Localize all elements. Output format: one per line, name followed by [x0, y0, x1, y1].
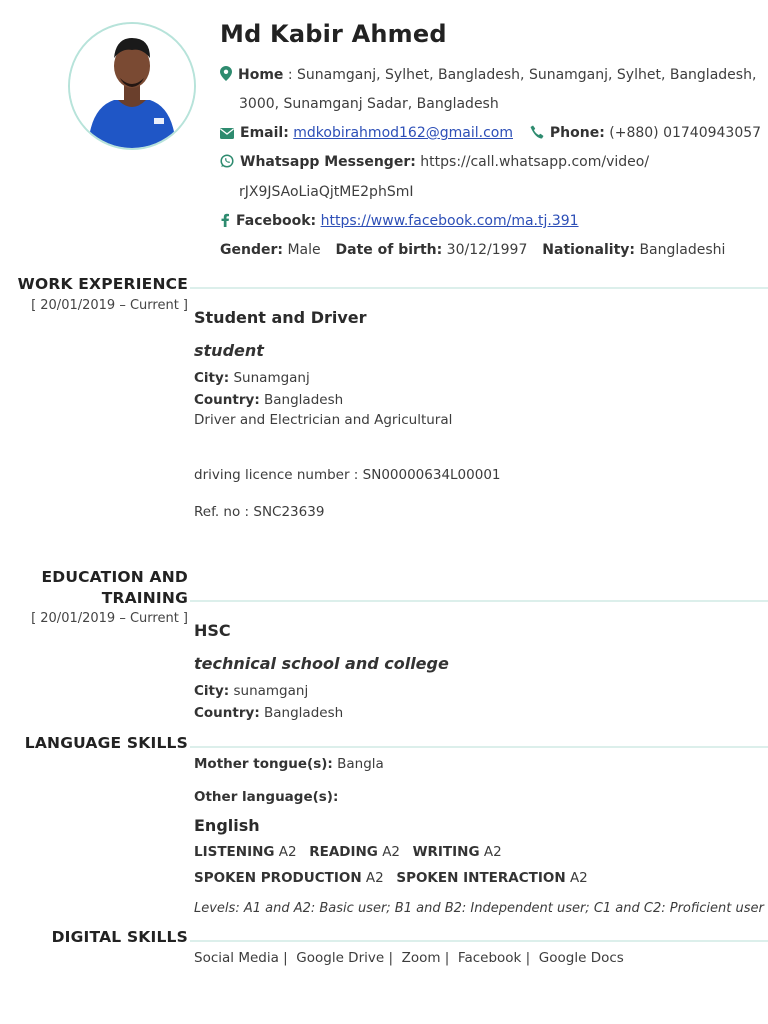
- work-date-range: [ 20/01/2019 – Current ]: [31, 298, 188, 313]
- whatsapp-value: https://call.whatsapp.com/video/: [420, 154, 650, 170]
- language-levels-note: Levels: A1 and A2: Basic user; B1 and B2: Independent user; C1 and C2: Proficient user: [194, 901, 764, 916]
- nationality-label: Nationality:: [542, 242, 635, 258]
- country-label: Country:: [194, 705, 260, 721]
- section-divider: [190, 600, 768, 602]
- email-icon: [220, 127, 234, 143]
- home-value-continued: 3000, Sunamganj Sadar, Bangladesh: [239, 96, 499, 112]
- dob-value: 30/12/1997: [446, 242, 528, 258]
- phone-label: Phone:: [549, 125, 605, 141]
- whatsapp-value-continued: rJX9JSAoLiaQjtME2phSmI: [239, 184, 414, 200]
- reading-value: A2: [382, 844, 401, 860]
- profile-photo: [68, 22, 196, 150]
- home-address-line: Home : Sunamganj, Sylhet, Bangladesh, Sunamganj, Sylhet, Bangladesh,: [220, 66, 756, 85]
- spoken-interaction-label: SPOKEN INTERACTION: [396, 870, 566, 886]
- other-languages-text: Other language(s):: [194, 789, 339, 805]
- work-country: [194, 392, 343, 408]
- education-heading-line-1: EDUCATION AND: [41, 568, 188, 586]
- language-skills-heading: LANGUAGE SKILLS: [24, 734, 188, 752]
- spoken-production-label: SPOKEN PRODUCTION: [194, 870, 362, 886]
- listening-label: LISTENING: [194, 844, 275, 860]
- work-experience-heading: WORK EXPERIENCE: [17, 275, 188, 293]
- language-levels-row-1: [194, 844, 502, 860]
- education-date-range: [ 20/01/2019 – Current ]: [31, 611, 188, 626]
- home-value: Sunamganj, Sylhet, Bangladesh, Sunamganj, Sylhet, Bangladesh,: [297, 67, 757, 83]
- reading-label: READING: [309, 844, 378, 860]
- gender-value: Male: [287, 242, 321, 258]
- city-value: sunamganj: [233, 683, 309, 699]
- whatsapp-label: Whatsapp Messenger:: [240, 154, 416, 170]
- email-label: Email:: [240, 125, 289, 141]
- education-institution: technical school and college: [194, 654, 449, 673]
- other-languages-label: [194, 789, 338, 805]
- work-licence-number: driving licence number : SN00000634L00001: [194, 467, 501, 483]
- digital-skills-heading: DIGITAL SKILLS: [51, 928, 188, 946]
- personal-details-line: [220, 242, 725, 258]
- phone-value: (+880) 01740943057: [609, 125, 762, 141]
- mother-tongue-value: Bangla: [337, 756, 384, 772]
- nationality-value: Bangladeshi: [639, 242, 726, 258]
- city-label: City:: [194, 683, 230, 699]
- spoken-production-value: A2: [365, 870, 384, 886]
- listening-value: A2: [278, 844, 297, 860]
- whatsapp-line: [220, 154, 649, 172]
- language-name: English: [194, 816, 260, 835]
- education-qualification: HSC: [194, 621, 231, 640]
- location-pin-icon: [220, 66, 232, 85]
- work-reference-number: Ref. no : SNC23639: [194, 504, 325, 520]
- education-heading: [41, 567, 188, 609]
- education-country: [194, 705, 343, 721]
- education-heading-line-2: TRAINING: [101, 589, 188, 607]
- candidate-name: Md Kabir Ahmed: [220, 20, 447, 48]
- gender-label: Gender:: [220, 242, 283, 258]
- facebook-link[interactable]: https://www.facebook.com/ma.tj.391: [320, 213, 579, 229]
- city-label: City:: [194, 370, 230, 386]
- education-city: [194, 683, 308, 699]
- work-description: Driver and Electrician and Agricultural: [194, 412, 453, 428]
- facebook-label: Facebook:: [236, 213, 317, 229]
- person-avatar-icon: [70, 24, 194, 148]
- home-label: Home: [238, 67, 284, 83]
- spoken-interaction-value: A2: [569, 870, 588, 886]
- country-label: Country:: [194, 392, 260, 408]
- city-value: Sunamganj: [233, 370, 310, 386]
- email-phone-line: [220, 125, 761, 143]
- work-employer: student: [194, 341, 264, 360]
- writing-label: WRITING: [412, 844, 480, 860]
- work-job-title: Student and Driver: [194, 308, 367, 327]
- dob-label: Date of birth:: [335, 242, 443, 258]
- country-value: Bangladesh: [264, 705, 344, 721]
- writing-value: A2: [483, 844, 502, 860]
- country-value: Bangladesh: [264, 392, 344, 408]
- mother-tongue-label: Mother tongue(s):: [194, 756, 333, 772]
- language-levels-row-2: [194, 870, 588, 886]
- section-divider: [190, 940, 768, 942]
- section-divider: [190, 746, 768, 748]
- mother-tongue: [194, 756, 384, 772]
- work-city: [194, 370, 310, 386]
- phone-icon: [530, 125, 544, 143]
- digital-skills-list: Social Media | Google Drive | Zoom | Facebook | Google Docs: [194, 950, 624, 966]
- section-divider: [190, 287, 768, 289]
- facebook-line: [220, 213, 579, 231]
- facebook-icon: [220, 213, 230, 231]
- whatsapp-icon: [220, 154, 234, 172]
- email-link[interactable]: mdkobirahmod162@gmail.com: [293, 125, 513, 141]
